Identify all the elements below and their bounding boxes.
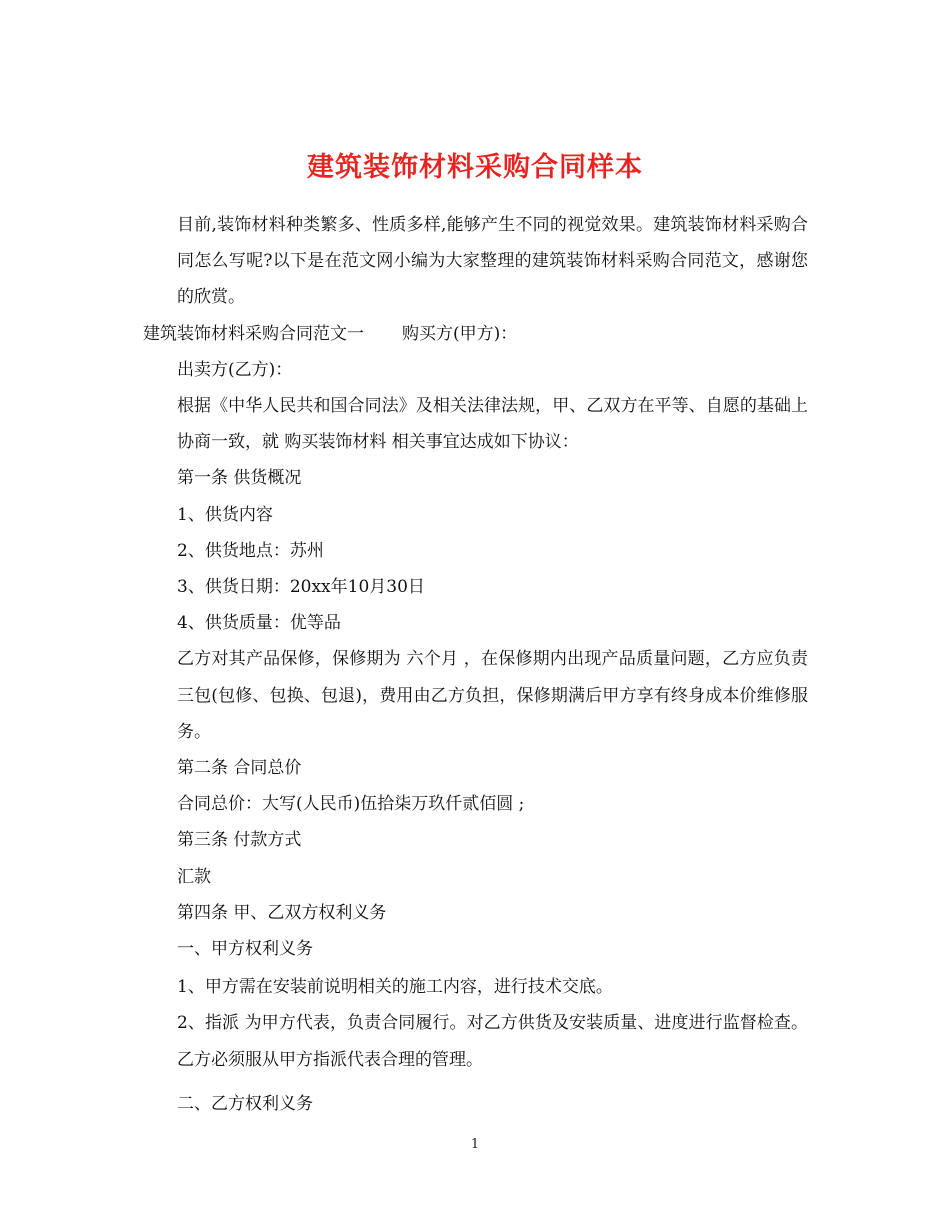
- article2-heading: 第二条 合同总价: [177, 758, 302, 779]
- document-title: 建筑装饰材料采购合同样本: [307, 152, 643, 184]
- warranty-paragraph: 乙方对其产品保修，保修期为 六个月 ，在保修期内出现产品质量问题，乙方应负责三包(包修、包换、包退)，费用由乙方负担，保修期满后甲方享有终身成本价维修服务。: [177, 649, 808, 742]
- intro-paragraph: 目前,装饰材料种类繁多、性质多样,能够产生不同的视觉效果。建筑装饰材料采购合同怎么写呢?以下是在范文网小编为大家整理的建筑装饰材料采购合同范文，感谢您的欣赏。: [177, 215, 808, 308]
- party-b-heading: 二、乙方权利义务: [177, 1093, 313, 1114]
- article3-heading: 第三条 付款方式: [177, 830, 302, 851]
- buyer-label: 购买方(甲方)：: [402, 323, 518, 344]
- preamble-paragraph: 根据《中华人民共和国合同法》及相关法律法规，甲、乙双方在平等、自愿的基础上协商一致，就 购买装饰材料 相关事宜达成如下协议：: [177, 396, 808, 453]
- article1-item-4: 4、供货质量：优等品: [177, 613, 341, 634]
- party-a-item-1: 1、甲方需在安装前说明相关的施工内容，进行技术交底。: [177, 977, 613, 998]
- party-a-heading: 一、甲方权利义务: [177, 939, 313, 960]
- page-number: 1: [470, 1137, 480, 1152]
- article1-heading: 第一条 供货概况: [177, 468, 302, 489]
- payment-method: 汇款: [177, 866, 211, 887]
- article1-item-2: 2、供货地点：苏州: [177, 540, 324, 561]
- document-body: [143, 207, 808, 1122]
- seller-label: 出卖方(乙方)：: [177, 359, 293, 380]
- sample-heading: 建筑装饰材料采购合同范文一: [143, 323, 364, 344]
- article4-heading: 第四条 甲、乙双方权利义务: [177, 902, 387, 923]
- party-a-item-2: 2、指派 为甲方代表，负责合同履行。对乙方供货及安装质量、进度进行监督检查。乙方必须服从甲方指派代表合理的管理。: [177, 1013, 808, 1070]
- article1-item-1: 1、供货内容: [177, 504, 273, 525]
- contract-total: 合同总价：大写(人民币)伍拾柒万玖仟贰佰圆 ;: [177, 794, 525, 815]
- sample-heading-line: [143, 316, 808, 352]
- article1-item-3: 3、供货日期：20xx年10月30日: [177, 577, 425, 598]
